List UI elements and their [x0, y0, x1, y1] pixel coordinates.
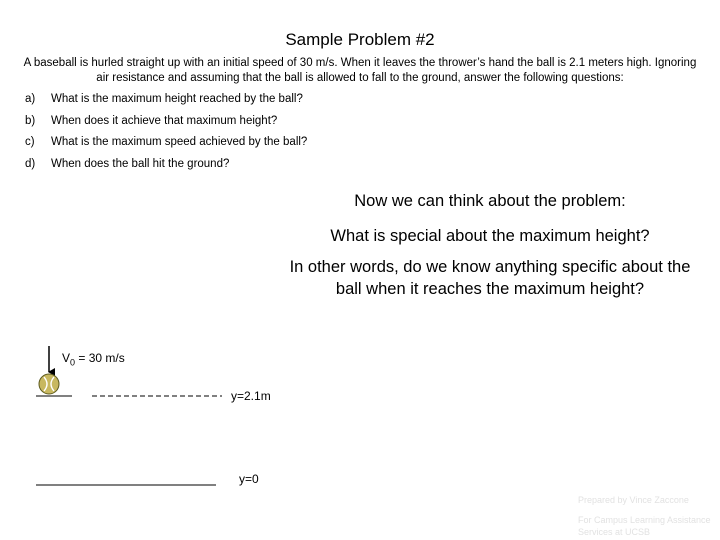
question-text: When does the ball hit the ground? [51, 158, 230, 170]
discussion-line-2: What is special about the maximum height? [330, 227, 650, 245]
velocity-symbol: V [62, 351, 71, 365]
problem-statement: A baseball is hurled straight up with an initial speed of 30 m/s. When it leaves the thrower’s hand the ball is 2.1 meters high. Ignoring air resistance and assuming that the ball is allowed to fall to the ground, answer the following questions: [23, 57, 697, 84]
footer-affiliation: For Campus Learning Assistance Services at UCSB [578, 515, 711, 537]
baseball-icon [39, 374, 59, 394]
discussion-line-3: In other words, do we know anything specific about the ball when it reaches the maximum height? [289, 258, 691, 298]
initial-height-label: y=2.1m [231, 389, 271, 403]
question-text: When does it achieve that maximum height? [51, 115, 278, 127]
page-title: Sample Problem #2 [285, 30, 435, 49]
footer-credit: Prepared by Vince Zaccone [578, 495, 689, 505]
velocity-value: = 30 m/s [75, 351, 125, 365]
initial-velocity-label [62, 351, 125, 367]
discussion-line-1: Now we can think about the problem: [354, 192, 626, 210]
question-text: What is the maximum speed achieved by the ball? [51, 136, 308, 148]
question-label: c) [25, 136, 35, 148]
ground-label: y=0 [239, 472, 259, 486]
question-label: a) [25, 93, 36, 105]
question-label: b) [25, 115, 36, 127]
question-text: What is the maximum height reached by the ball? [51, 93, 303, 105]
question-label: d) [25, 158, 36, 170]
velocity-subscript: 0 [70, 357, 76, 368]
